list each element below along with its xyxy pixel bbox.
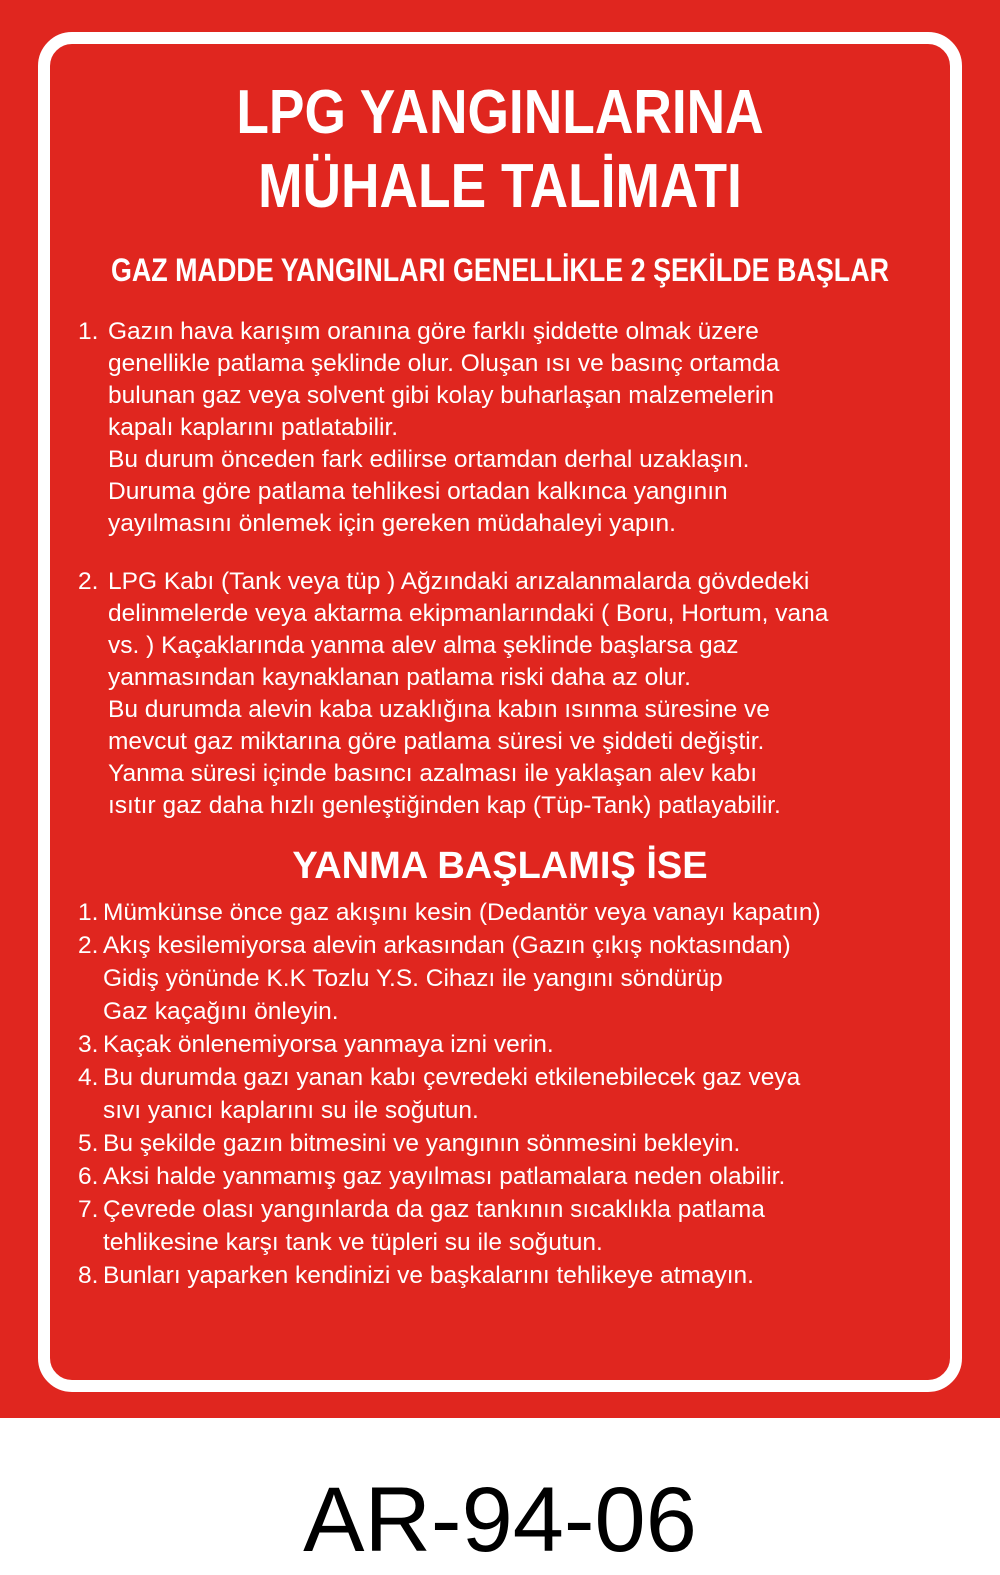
- item-number: 1.: [78, 318, 99, 345]
- instruction-line: [78, 662, 958, 694]
- section-title: YANMA BAŞLAMIŞ İSE: [292, 845, 708, 887]
- item-number: 6.: [78, 1163, 99, 1190]
- instruction-line: [78, 758, 958, 790]
- line-text: Bu durum önceden fark edilirse ortamdan derhal uzaklaşın.: [108, 446, 750, 473]
- instruction-line: [78, 598, 958, 630]
- step-item: [78, 1127, 958, 1160]
- product-code: AR-94-06: [303, 1469, 697, 1571]
- line-text: Bu durumda gazı yanan kabı çevredeki etkilenebilecek gaz veya: [103, 1064, 801, 1091]
- step-item: [78, 1160, 958, 1193]
- step-item: [78, 1193, 958, 1259]
- instruction-line: [78, 630, 958, 662]
- instruction-line: [78, 790, 958, 822]
- instruction-line: [78, 1061, 958, 1094]
- instruction-line: [78, 1028, 958, 1061]
- instruction-line: [78, 316, 958, 348]
- line-text: Aksi halde yanmamış gaz yayılması patlamalara neden olabilir.: [103, 1163, 786, 1190]
- instruction-line: [78, 476, 958, 508]
- instruction-line: [78, 1160, 958, 1193]
- item-number: 5.: [78, 1130, 99, 1157]
- instruction-line: [78, 1259, 958, 1292]
- instruction-line: [78, 896, 958, 929]
- instruction-line: [78, 1226, 958, 1259]
- line-text: ısıtır gaz daha hızlı genleştiğinden kap (Tüp-Tank) patlayabilir.: [108, 792, 781, 819]
- line-text: Gazın hava karışım oranına göre farklı şiddette olmak üzere: [108, 318, 759, 345]
- line-text: tehlikesine karşı tank ve tüpleri su ile soğutun.: [103, 1229, 603, 1256]
- line-text: sıvı yanıcı kaplarını su ile soğutun.: [103, 1097, 479, 1124]
- line-text: delinmelerde veya aktarma ekipmanlarındaki ( Boru, Hortum, vana: [108, 600, 829, 627]
- line-text: Duruma göre patlama tehlikesi ortadan kalkınca yangının: [108, 478, 728, 505]
- line-text: Gidiş yönünde K.K Tozlu Y.S. Cihazı ile yangını söndürüp: [103, 965, 723, 992]
- item-number: 2.: [78, 932, 99, 959]
- line-text: Bu şekilde gazın bitmesini ve yangının sönmesini bekleyin.: [103, 1130, 741, 1157]
- instruction-line: [78, 444, 958, 476]
- line-text: vs. ) Kaçaklarında yanma alev alma şeklinde başlarsa gaz: [108, 632, 739, 659]
- instruction-item-1: [78, 316, 958, 540]
- line-text: mevcut gaz miktarına göre patlama süresi ve şiddeti değiştir.: [108, 728, 765, 755]
- step-item: [78, 1061, 958, 1127]
- line-text: LPG Kabı (Tank veya tüp ) Ağzındaki arızalanmalarda gövdedeki: [108, 568, 810, 595]
- step-item: [78, 896, 958, 929]
- instruction-line: [78, 412, 958, 444]
- line-text: yayılmasını önlemek için gereken müdahaleyi yapın.: [108, 510, 676, 537]
- sign-title-line1: LPG YANGINLARINA: [236, 78, 764, 147]
- step-item: [78, 929, 958, 1028]
- instruction-line: [78, 1127, 958, 1160]
- instruction-line: [78, 1193, 958, 1226]
- line-text: bulunan gaz veya solvent gibi kolay buharlaşan malzemelerin: [108, 382, 774, 409]
- instruction-line: [78, 995, 958, 1028]
- step-item: [78, 1259, 958, 1292]
- line-text: genellikle patlama şeklinde olur. Oluşan ısı ve basınç ortamda: [108, 350, 780, 377]
- sign-title-line2: MÜHALE TALİMATI: [258, 152, 742, 221]
- steps-list: [78, 896, 958, 1292]
- item-number: 2.: [78, 568, 99, 595]
- item-number: 3.: [78, 1031, 99, 1058]
- line-text: Kaçak önlenemiyorsa yanmaya izni verin.: [103, 1031, 554, 1058]
- instruction-line: [78, 962, 958, 995]
- line-text: Bunları yaparken kendinizi ve başkalarını tehlikeye atmayın.: [103, 1262, 754, 1289]
- item-number: 1.: [78, 899, 99, 926]
- instruction-line: [78, 726, 958, 758]
- instruction-line: [78, 508, 958, 540]
- line-text: Gaz kaçağını önleyin.: [103, 998, 339, 1025]
- item-number: 8.: [78, 1262, 99, 1289]
- line-text: yanmasından kaynaklanan patlama riski daha az olur.: [108, 664, 691, 691]
- instruction-line: [78, 1094, 958, 1127]
- step-item: [78, 1028, 958, 1061]
- line-text: Çevrede olası yangınlarda da gaz tankının sıcaklıkla patlama: [103, 1196, 765, 1223]
- instruction-line: [78, 380, 958, 412]
- sign-subtitle: GAZ MADDE YANGINLARI GENELLİKLE 2 ŞEKİLDE BAŞLAR: [110, 252, 890, 288]
- line-text: Mümkünse önce gaz akışını kesin (Dedantör veya vanayı kapatın): [103, 899, 821, 926]
- item-number: 7.: [78, 1196, 99, 1223]
- instruction-line: [78, 694, 958, 726]
- instruction-line: [78, 929, 958, 962]
- line-text: kapalı kaplarını patlatabilir.: [108, 414, 399, 441]
- line-text: Yanma süresi içinde basıncı azalması ile yaklaşan alev kabı: [108, 760, 758, 787]
- instruction-item-2: [78, 566, 958, 822]
- instruction-line: [78, 566, 958, 598]
- line-text: Akış kesilemiyorsa alevin arkasından (Gazın çıkış noktasından): [103, 932, 791, 959]
- instruction-line: [78, 348, 958, 380]
- line-text: Bu durumda alevin kaba uzaklığına kabın ısınma süresine ve: [108, 696, 770, 723]
- item-number: 4.: [78, 1064, 99, 1091]
